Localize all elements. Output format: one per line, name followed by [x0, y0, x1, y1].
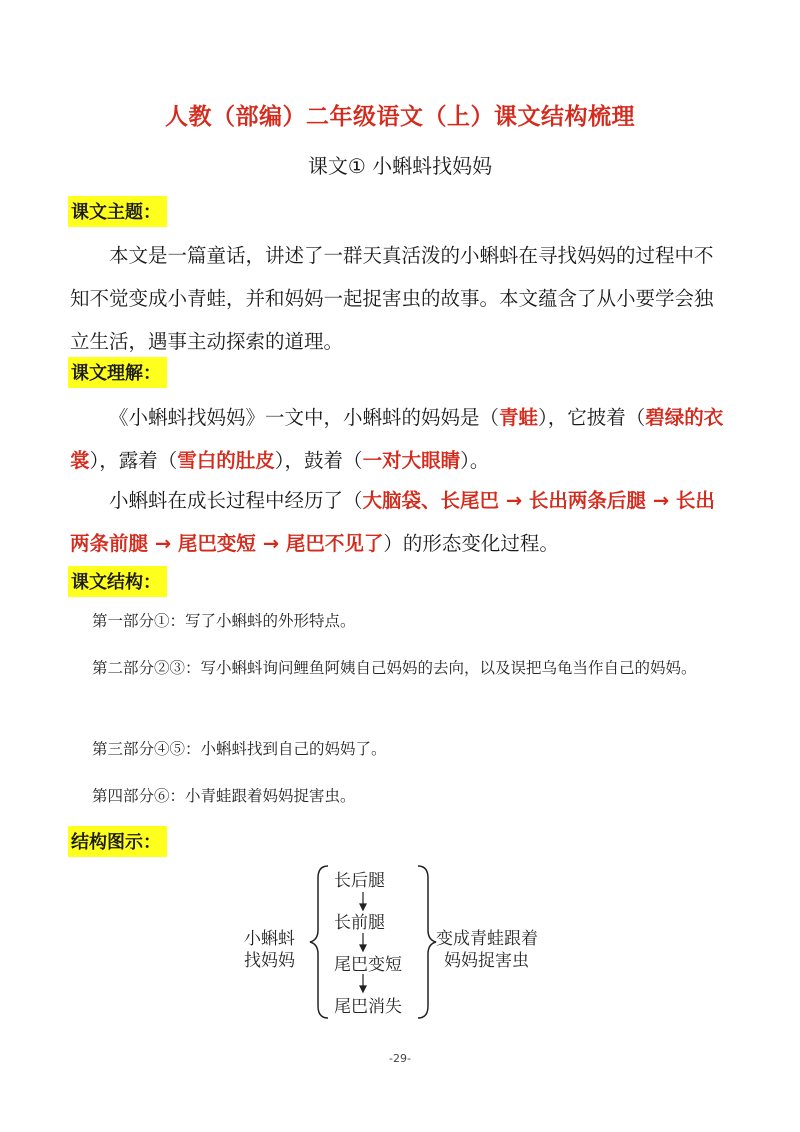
diagram-stage-4: 尾巴消失 — [334, 997, 402, 1017]
text-segment: ）的形态变化过程。 — [383, 532, 559, 555]
understanding-paragraph-2 — [70, 479, 730, 565]
answer-belly: 雪白的肚皮 — [177, 449, 275, 472]
answer-eyes: 一对大眼睛 — [362, 449, 461, 472]
text-segment: ），它披着（ — [538, 406, 646, 429]
theme-heading: 课文主题： — [68, 196, 167, 227]
theme-paragraph: 本文是一篇童话，讲述了一群天真活泼的小蝌蚪在寻找妈妈的过程中不知不觉变成小青蛙，并和妈妈一起捉害虫的故事。本文蕴含了从小要学会独立生活，遇事主动探索的道理。 — [70, 244, 714, 353]
diagram-right-line-2: 妈妈捉害虫 — [444, 951, 529, 971]
diagram-right-line-1: 变成青蛙跟着 — [436, 929, 538, 949]
diagram-left-line-2: 找妈妈 — [244, 951, 295, 971]
diagram-left-line-1: 小蝌蚪 — [244, 929, 295, 949]
diagram-stage-1: 长后腿 — [334, 871, 385, 891]
answer-mother: 青蛙 — [499, 406, 539, 429]
text-segment: 《小蝌蚪找妈妈》一文中，小蝌蚪的妈妈是（ — [109, 406, 500, 429]
text-segment: ），鼓着（ — [274, 449, 363, 472]
structure-part-1: 第一部分①：写了小蝌蚪的外形特点。 — [92, 612, 356, 630]
left-brace-icon — [310, 866, 328, 1018]
right-brace-icon — [418, 866, 436, 1018]
understanding-heading: 课文理解： — [68, 357, 167, 388]
structure-part-4: 第四部分⑥：小青蛙跟着妈妈捉害虫。 — [92, 787, 356, 805]
diagram-heading: 结构图示： — [68, 826, 167, 857]
page-number: -29- — [389, 1052, 411, 1065]
structure-part-2: 第二部分②③：写小蝌蚪询问鲤鱼阿姨自己妈妈的去向，以及误把乌龟当作自己的妈妈。 — [92, 659, 697, 677]
document-title: 人教（部编）二年级语文（上）课文结构梳理 — [165, 104, 635, 130]
understanding-paragraph-1 — [70, 396, 730, 482]
text-segment: 小蝌蚪在成长过程中经历了（ — [109, 489, 363, 512]
structure-diagram — [230, 860, 590, 1030]
text-segment: ）。 — [460, 449, 490, 472]
lesson-subtitle: 课文① 小蝌蚪找妈妈 — [307, 154, 493, 178]
structure-heading: 课文结构： — [68, 566, 167, 597]
diagram-stage-2: 长前腿 — [334, 913, 385, 933]
structure-part-3: 第三部分④⑤：小蝌蚪找到自己的妈妈了。 — [92, 740, 387, 758]
answer-stages: 大脑袋、长尾巴 → 长出两条后腿 → 长出两条前腿 → 尾巴变短 → 尾巴不见了 — [70, 489, 715, 555]
diagram-stage-3: 尾巴变短 — [334, 955, 402, 975]
answer-clothes: 碧绿的衣裳 — [70, 406, 724, 472]
text-segment: ），露着（ — [89, 449, 178, 472]
